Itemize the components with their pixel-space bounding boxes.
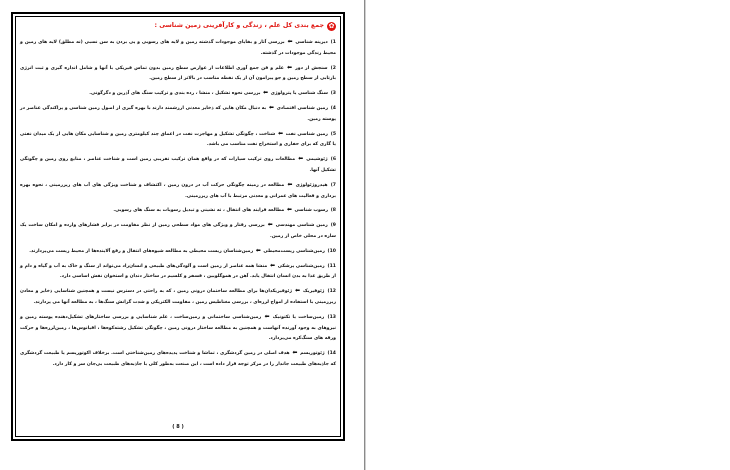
- item-title: سنجش از دور: [295, 65, 328, 71]
- arrow-left-icon: ⬅: [263, 89, 269, 97]
- item-text: منشا همه عناصر از زمین است و آلودگی‌های طبیعی و انسان‌زاد می‌تواند از سنگ و خاک به آب و گیاه و دام و از طریق غذا به بدن انسان انتقال یابد. آهن در هموگلوبین ، فسفر و کلسیم در ساختار دندان و استخوان نقش اساسی دارد.: [20, 263, 336, 280]
- item-text: مطالعه در زمینه چگونگی حرکت آب در درون زمین ، اکتشاف و شناخت ویژگی های آب های زیرزمینی ، نحوه بهره برداری و فعالیت های عمرانی و معدنی مرتبط با آب های زیرزمینی.: [20, 182, 336, 199]
- section-heading: [20, 22, 336, 31]
- arrow-left-icon: ⬅: [278, 129, 284, 137]
- item-number: 14): [327, 351, 336, 357]
- list-item: [20, 88, 336, 100]
- arrow-left-icon: ⬅: [286, 63, 292, 71]
- arrow-left-icon: ⬅: [255, 246, 261, 254]
- item-text: بررسی رفتار و ویژگی های مواد سطحی زمین از نظر مقاومت در برابر فشارهای وارده و امکان ساخت یک سازه در محلی خاص از زمین.: [20, 223, 336, 239]
- item-text: به دنبال مکان هایی که ذخایر معدنی ارزشمند دارند با بهره گیری از اصول زمین شناسی و پراکندگی عناصر در پوسته زمین.: [20, 105, 336, 122]
- item-title: سنگ شناسی یا پترولوژی: [270, 91, 329, 97]
- item-number: 5): [330, 131, 337, 137]
- item-number: 1): [330, 40, 336, 45]
- item-number: 4): [330, 105, 336, 111]
- item-number: 3): [330, 91, 336, 97]
- item-title: ژئوتوریسم: [300, 351, 325, 357]
- item-text: ژئوفیزیکدان‌ها برای مطالعه ساختمان درونی زمین ، که به راحتی در دسترس نیست و همچنین شناسایی ذخایر و معادن زیرزمینی با استفاده از امواج لرزه‌ای ، بررسی مغناطیس زمین ، مقاومت الکتریکی و شدت گرانش سنگ‌ها ، به مطالعه آنها می پردازند.: [20, 289, 336, 305]
- list-item: [20, 261, 336, 284]
- item-title: زمین شناسی نفت: [285, 131, 328, 137]
- arrow-left-icon: ⬅: [287, 180, 293, 188]
- list-item: [20, 154, 336, 177]
- list-item: [20, 312, 336, 345]
- item-list: [20, 37, 336, 371]
- arrow-left-icon: ⬅: [264, 312, 270, 320]
- item-text: بررسی آثار و بقایای موجودات گذشته زمین و لایه های رسوبی و پی بردن به سن نسبی (نه مطلق) لایه های زمین و محیط زندگی موجودات در گذشته.: [20, 40, 336, 56]
- list-item: [20, 129, 336, 152]
- arrow-left-icon: ⬅: [287, 38, 293, 45]
- list-item: [20, 103, 336, 126]
- item-number: 13): [327, 314, 336, 320]
- item-text: مطالعه فرایند های انتقال ، ته نشینی و تبدیل رسوبات به سنگ های رسوبی.: [113, 208, 285, 214]
- list-item: [20, 286, 336, 309]
- item-text: بررسی نحوه تشکیل ، منشا ، رده بندی و ترکیب سنگ های آذرین و دگرگونی.: [89, 91, 261, 97]
- arrow-left-icon: ⬅: [286, 206, 292, 214]
- item-text: علم و فن جمع آوری اطلاعات از عوارض سطح زمین بدون تماس فیزیکی با آنها و شامل اندازه گیری و ثبت انرژی بازتابی از سطح زمین و جو پیرامون آن از یک نقطه مناسب در بالاتر از سطح زمین.: [20, 65, 336, 82]
- arrow-left-icon: ⬅: [267, 221, 273, 229]
- item-title: زمین شناسی اقتصادی: [276, 105, 328, 111]
- page-number: ( 8 ): [172, 424, 184, 430]
- list-item: [20, 63, 336, 86]
- item-title: زمین شناسی مهندسی: [275, 223, 328, 229]
- item-title: ژئوفیزیک: [303, 289, 325, 295]
- list-item: [20, 220, 336, 243]
- item-title: ژئوشیمی: [306, 157, 328, 163]
- arrow-left-icon: ⬅: [269, 261, 275, 269]
- item-title: زمین‌شناسی زیست‌محیطی: [263, 248, 325, 254]
- item-number: 7): [330, 182, 336, 188]
- page-content: [20, 22, 336, 435]
- item-title: زمین‌ساخت یا تکتونیک: [272, 314, 325, 320]
- item-title: دیرینه شناسی: [295, 40, 328, 45]
- item-number: 9): [330, 223, 336, 229]
- list-item: [20, 205, 336, 217]
- item-number: 11): [327, 263, 336, 269]
- arrow-left-icon: ⬅: [298, 155, 304, 163]
- item-number: 10): [327, 248, 336, 254]
- item-text: زمین‌شناسی ساختمانی و زمین‌ساخت ، علم شناسایی و بررسی ساختارهای تشکیل‌دهنده پوسته زمین و نیروهای به وجود آورنده آنهاست و همچنین به مطالعه ساختار درونی زمین ، چگونگی تشکیل رشته‌کوه‌ها ، اقیانوس‌ها ، زمین‌لرزه‌ها و حرکت ورقه های سنگ‌کره می‌پردازد.: [20, 314, 336, 342]
- item-number: 6): [330, 157, 337, 163]
- item-number: 12): [327, 289, 336, 295]
- item-title: هیدروژئولوژی: [295, 182, 328, 188]
- item-number: 2): [330, 65, 336, 71]
- item-text: هدف اصلی در زمین گردشگری ، تماشا و شناخت پدیده‌های زمین‌شناختی است. برخلاف اکوتوریسم یا طبیعت گردشگری که جاذبه‌های طبیعت جاندار را در مرکز توجه قرار داده است ، این صنعت به‌طور کلی با جاذبه‌های طبیعت بی‌جان سر و کار دارد.: [20, 351, 336, 367]
- list-item: [20, 348, 336, 371]
- item-text: مطالعات روی ترکیب سیارات که در واقع همان ترکیب تقریبی زمین است و شناخت عناصر ، منابع روی زمین و چگونگی تشکیل آنها.: [20, 157, 336, 173]
- arrow-left-icon: ⬅: [268, 103, 274, 111]
- page-border-frame: [11, 12, 345, 441]
- section-heading-text: جمع بندی کل علم ، زندگی و کارآفرینی زمین شناسی :: [154, 22, 324, 30]
- list-item: [20, 246, 336, 258]
- bullet-flower-icon: ✿: [328, 22, 335, 30]
- item-number: 8): [330, 208, 336, 214]
- item-title: رسوب شناسی: [294, 208, 329, 214]
- item-text: شناخت ، چگونگی تشکیل و مهاجرت نفت در اعماق چند کیلومتری زمین و شناسایی مکان هایی از یک میدان نفتی یا گازی که برای حفاری و استخراج نفت مناسب می باشد.: [20, 131, 336, 148]
- blank-side-panel: [365, 0, 730, 470]
- item-text: زمین‌شناسان زیست محیطی به مطالعه شیوه‌های انتقال و رفع آلاینده‌ها از محیط زیست می‌پردازند.: [29, 248, 254, 254]
- list-item: [20, 180, 336, 203]
- arrow-left-icon: ⬅: [295, 287, 301, 295]
- list-item: [20, 37, 336, 60]
- item-title: زمین‌شناسی پزشکی: [277, 263, 325, 269]
- arrow-left-icon: ⬅: [292, 349, 298, 357]
